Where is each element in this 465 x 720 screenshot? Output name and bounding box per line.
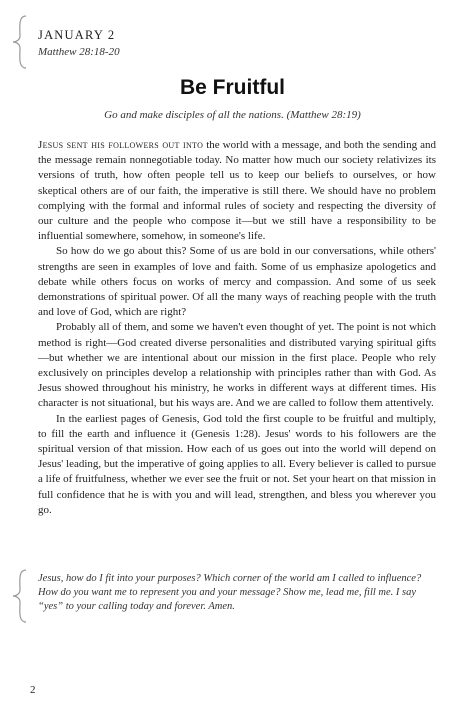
devotional-body [38,138,436,518]
body-paragraph: Probably all of them, and some we haven't even thought of yet. The point is not which method is right—God created diverse personalities and distributed varying spiritual gifts—but whether we are intentional about our mission in the first place. People who rely exclusively on principles develop a relationship with principles rather than with God. As Jesus showed throughout his ministry, he works in different ways at different times. His character is not situational, but his ways are. And we are called to follow them attentively. [38,321,436,410]
body-paragraph: So how do we go about this? Some of us are bold in our conversations, while others' strengths are seen in examples of love and faith. Some of us emphasize apologetics and debate while others focus on works of mercy and compassion. And some of us seek demonstrations of spiritual power. Of all the many ways of reaching people with the truth and love of God, which are right? [38,245,436,319]
key-verse: Go and make disciples of all the nations. (Matthew 28:19) [104,109,361,121]
curly-brace-ornament [10,568,30,624]
page-number: 2 [30,684,36,696]
lead-in-text: Jesus sent his followers out into [38,139,204,151]
paragraph-text: the world with a message, and both the sending and the message remain nonnegotiable today. No matter how much our society relativizes its versions of truth, how often people tell us to keep our beliefs to ourselves, or how skeptical others are of our faith, the imperative is still there. We should have no problem complying with the formal and informal rules of society and respecting the diversity of our culture and the people who compose it—but we still have a responsibility to be influential somewhere, somehow, in someone's life. [38,139,436,243]
prayer-text: Jesus, how do I fit into your purposes? Which corner of the world am I called to influence? How do you want me to represent you and your message? Show me, lead me, fill me. I say “yes” to your calling today and forever. Amen. [38,573,422,612]
body-paragraph: In the earliest pages of Genesis, God told the first couple to be fruitful and multiply, to fill the earth and influence it (Genesis 1:28). Jesus' words to his followers are the spiritual version of that mission. How each of us goes out into the world will depend on Jesus' leading, but the imperative of going applies to all. Every believer is called to pursue a life of fruitfulness, whether we ever see the fruit or not. Set your heart on that mission in full confidence that he is with you and will lead, strengthen, and bless you wherever you go. [38,412,436,516]
body-paragraph [38,138,436,244]
scripture-reading: Matthew 28:18-20 [38,46,120,58]
page-header [0,12,200,72]
prayer-section [0,568,465,628]
curly-brace-ornament [10,14,30,70]
page-title: Be Fruitful [180,76,285,99]
devotional-date: JANUARY 2 [38,28,116,42]
